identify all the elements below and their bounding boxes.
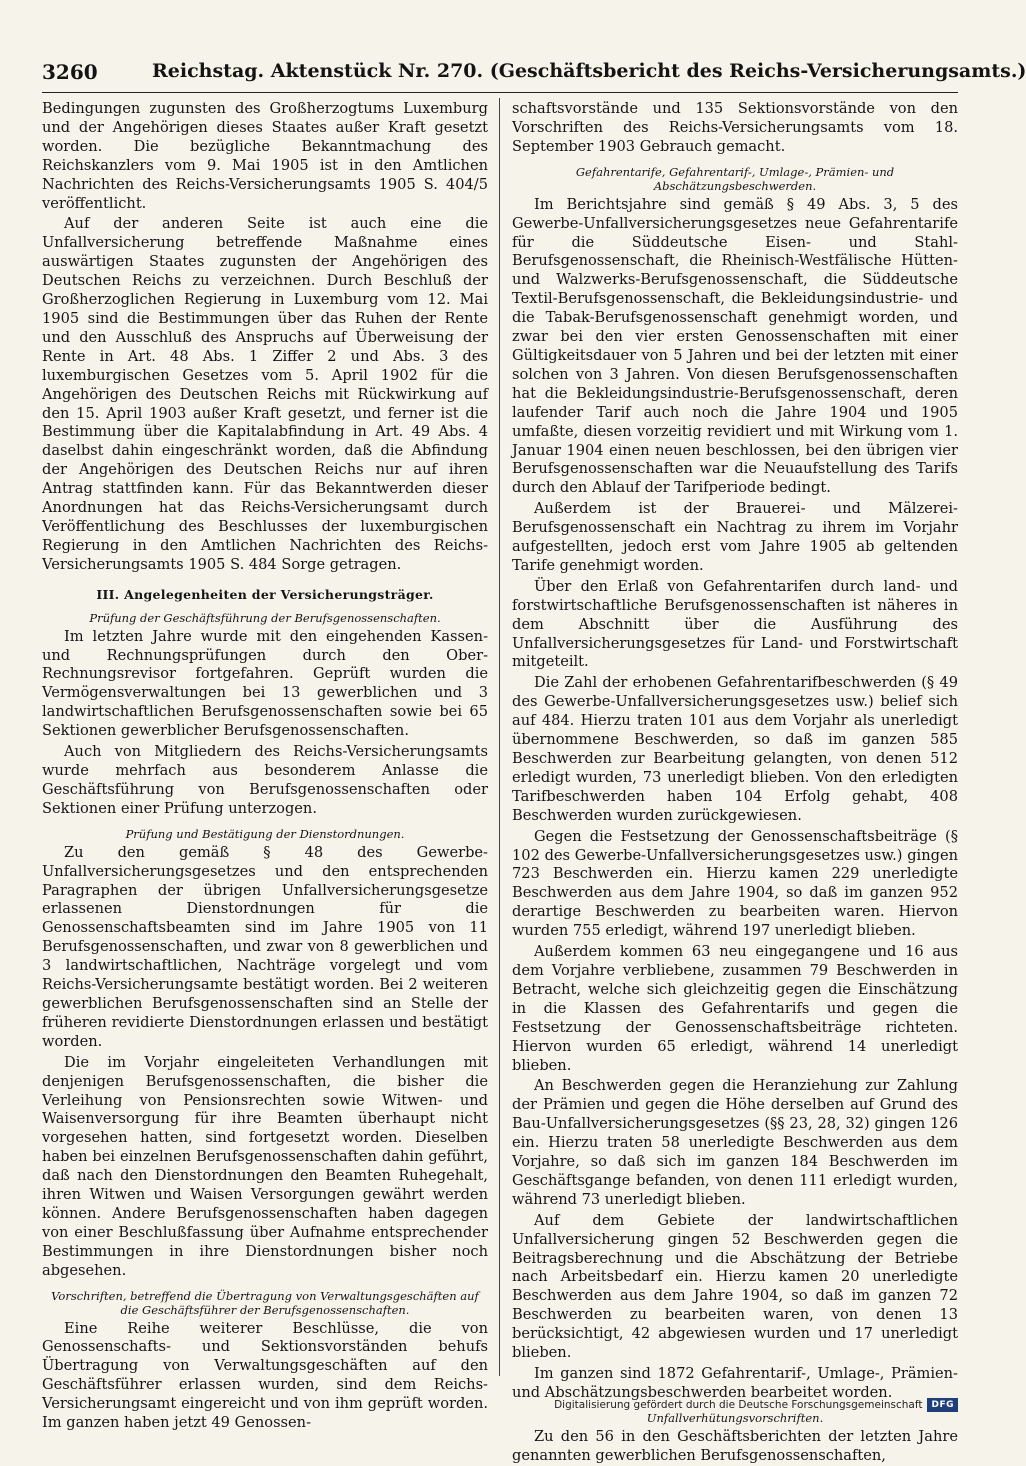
paragraph: Auf der anderen Seite ist auch eine die Unfallversicherung betreffende Maßnahme eines auswärtigen Staates zugunsten der Angehörigen des Deutschen Reichs zu verzeichnen. Durch Beschluß der Großherzoglichen Regierung in Luxemburg vom 12. Mai 1905 sind die Bestimmungen über das Ruhen der Rente und den Ausschluß des Anspruchs auf Überweisung der Rente in Art. 48 Abs. 1 Ziffer 2 und Abs. 3 des luxemburgischen Gesetzes vom 5. April 1902 für die Angehörigen des Deutschen Reichs mit Rückwirkung auf den 15. April 1903 außer Kraft gesetzt, und ferner ist die Bestimmung über die Kapitalabfindung in Art. 49 Abs. 4 daselbst dahin eingeschränkt worden, daß die Abfindung der Angehörigen des Deutschen Reichs nur auf ihren Antrag stattfinden kann. Für das Bekanntwerden dieser Anordnungen hat das Reichs-Versicherungsamt durch Veröffentlichung des Beschlusses der luxemburgischen Regierung in den Amtlichen Nachrichten des Reichs-Versicherungsamts 1905 S. 484 Sorge getragen.: [42, 215, 488, 573]
paragraph: Zu den 56 in den Geschäftsberichten der letzten Jahre genannten gewerblichen Berufsgenossenschaften,: [512, 1427, 958, 1464]
column-divider: [499, 98, 500, 1376]
credit-text: Digitalisierung gefördert durch die Deutsche Forschungsgemeinschaft: [554, 1399, 923, 1411]
paragraph: Im letzten Jahre wurde mit den eingehenden Kassen- und Rechnungsprüfungen durch den Ober-Rechnungsrevisor fortgefahren. Geprüft wurden die Vermögensverwaltungen bei 13 gewerblichen und 3 landwirtschaftlichen Berufsgenossenschaften sowie bei 65 Sektionen gewerblicher Berufsgenossenschaften.: [42, 627, 488, 740]
digitization-credit: [554, 1398, 958, 1412]
paragraph: An Beschwerden gegen die Heranziehung zur Zahlung der Prämien und gegen die Höhe derselben auf Grund des Bau-Unfallversicherungsgesetzes (§§ 23, 28, 32) gingen 126 ein. Hierzu traten 58 unerledigte Beschwerden aus dem Vorjahre, so daß sich im ganzen 184 Beschwerden im Geschäftsgange befanden, von denen 111 erledigt wurden, während 73 unerledigt blieben.: [512, 1077, 958, 1208]
paragraph: Die im Vorjahr eingeleiteten Verhandlungen mit denjenigen Berufsgenossenschaften, die bisher die Verleihung von Pensionsrechten sowie Witwen- und Waisenversorgung für ihre Beamten überhaupt nicht vorgesehen hatten, sind fortgesetzt worden. Dieselben haben bei einzelnen Berufsgenossenschaften dahin geführt, daß nach den Dienstordnungen den Beamten Ruhegehalt, ihren Witwen und Waisen Versorgungen gewährt werden können. Andere Berufsgenossenschaften haben dagegen von einer Beschlußfassung über Aufnahme entsprechender Bestimmungen in ihre Dienstordnungen bisher noch abgesehen.: [42, 1053, 488, 1279]
subsection-heading: Prüfung der Geschäftsführung der Berufsgenossenschaften.: [89, 610, 441, 625]
paragraph: Auf dem Gebiete der landwirtschaftlichen Unfallversicherung gingen 52 Beschwerden gegen die Beitragsberechnung und die Abschätzung der Betriebe nach Arbeitsbedarf ein. Hierzu kamen 20 unerledigte Beschwerden aus dem Jahre 1904, so daß im ganzen 72 Beschwerden zu bearbeiten waren, von denen 13 berücksichtigt, 42 abgewiesen wurden und 17 unerledigt blieben.: [512, 1211, 958, 1362]
paragraph: Über den Erlaß von Gefahrentarifen durch land- und forstwirtschaftliche Berufsgenossenschaften ist näheres in dem Abschnitt über die Ausführung des Unfallversicherungsgesetzes für Land- und Forstwirtschaft mitgeteilt.: [512, 577, 958, 671]
running-title: Reichstag. Aktenstück Nr. 270. (Geschäftsbericht des Reichs-Versicherungsamts.): [152, 60, 1026, 82]
paragraph: Gegen die Festsetzung der Genossenschaftsbeiträge (§ 102 des Gewerbe-Unfallversicherungsgesetzes usw.) gingen 723 Beschwerden ein. Hierzu kamen 229 unerledigte Beschwerden aus dem Jahre 1904, so daß im ganzen 952 derartige Beschwerden zu bearbeiten waren. Hiervon wurden 755 erledigt, während 197 unerledigt blieben.: [512, 827, 958, 940]
left-column: [42, 100, 488, 1432]
paragraph: Im Berichtsjahre sind gemäß § 49 Abs. 3, 5 des Gewerbe-Unfallversicherungsgesetzes neue Gefahrentarife für die Süddeutsche Eisen- und Stahl-Berufsgenossenschaft, die Rheinisch-Westfälische Hütten- und Walzwerks-Berufsgenossenschaft, die Süddeutsche Textil-Berufsgenossenschaft, die Bekleidungsindustrie- und die Tabak-Berufsgenossenschaft genehmigt worden, und zwar bei den vier ersten Genossenschaften mit einer Gültigkeitsdauer von 5 Jahren und bei der letzten mit einer solchen von 3 Jahren. Von diesen Berufsgenossenschaften hat die Bekleidungsindustrie-Berufsgenossenschaft, deren laufender Tarif auch noch die Jahre 1904 und 1905 umfaßte, diesen vorzeitig revidiert und mit Wirkung vom 1. Januar 1904 einen neuen beschlossen, bei den übrigen vier Berufsgenossenschaften war die Neuaufstellung des Tarifs durch den Ablauf der Tarifperiode bedingt.: [512, 195, 958, 497]
subsection-heading: Unfallverhütungsvorschriften.: [646, 1410, 824, 1425]
header-rule: [42, 92, 958, 93]
paragraph: schaftsvorstände und 135 Sektionsvorstände von den Vorschriften des Reichs-Versicherungsamts vom 18. September 1903 Gebrauch gemacht.: [512, 100, 958, 155]
subsection-heading: Gefahrentarife, Gefahrentarif-, Umlage-, Prämien- und Abschätzungsbeschwerden.: [575, 164, 895, 193]
dfg-logo: DFG: [927, 1398, 958, 1412]
paragraph: Zu den gemäß § 48 des Gewerbe-Unfallversicherungsgesetzes und den entsprechenden Paragraphen der übrigen Unfallversicherungsgesetze erlassenen Dienstordnungen für die Genossenschaftsbeamten sind im Jahre 1905 von 11 Berufsgenossenschaften, und zwar von 8 gewerblichen und 3 landwirtschaftlichen, Nachträge vorgelegt und vom Reichs-Versicherungsamte bestätigt worden. Bei 2 weiteren gewerblichen Berufsgenossenschaften sind an Stelle der früheren revidierte Dienstordnungen erlassen und bestätigt worden.: [42, 843, 488, 1050]
paragraph: Außerdem kommen 63 neu eingegangene und 16 aus dem Vorjahre verbliebene, zusammen 79 Beschwerden in Betracht, welche sich gleichzeitig gegen die Einschätzung in die Klassen des Gefahrentarifs und gegen die Festsetzung der Genossenschaftsbeiträge richteten. Hiervon wurden 65 erledigt, während 14 unerledigt blieben.: [512, 943, 958, 1074]
paragraph: Auch von Mitgliedern des Reichs-Versicherungsamts wurde mehrfach aus besonderem Anlasse die Geschäftsführung von Berufsgenossenschaften oder Sektionen einer Prüfung unterzogen.: [42, 743, 488, 817]
subsection-heading: Prüfung und Bestätigung der Dienstordnungen.: [125, 826, 405, 841]
page-number: 3260: [42, 60, 98, 84]
paragraph: Im ganzen sind 1872 Gefahrentarif-, Umlage-, Prämien- und Abschätzungsbeschwerden bearbeitet worden.: [512, 1365, 958, 1401]
section-heading: III. Angelegenheiten der Versicherungsträger.: [96, 586, 434, 602]
page-header: [42, 58, 1026, 90]
paragraph: Eine Reihe weiterer Beschlüsse, die von Genossenschafts- und Sektionsvorständen behufs Übertragung von Verwaltungsgeschäften auf den Geschäftsführer erlassen wurden, sind dem Reichs-Versicherungsamt eingereicht und von ihm geprüft worden. Im ganzen haben jetzt 49 Genossen-: [42, 1319, 488, 1432]
subsection-heading: Vorschriften, betreffend die Übertragung von Verwaltungsgeschäften auf die Geschäftsführer der Berufsgenossenschaften.: [51, 1288, 479, 1317]
paragraph: Bedingungen zugunsten des Großherzogtums Luxemburg und der Angehörigen dieses Staates außer Kraft gesetzt worden. Die bezügliche Bekanntmachung des Reichskanzlers vom 9. Mai 1905 ist in den Amtlichen Nachrichten des Reichs-Versicherungsamts 1905 S. 404/5 veröffentlicht.: [42, 100, 488, 212]
paragraph: Die Zahl der erhobenen Gefahrentarifbeschwerden (§ 49 des Gewerbe-Unfallversicherungsgesetzes usw.) belief sich auf 484. Hierzu traten 101 aus dem Vorjahr als unerledigt übernommene Beschwerden, so daß im ganzen 585 Beschwerden zur Bearbeitung gelangten, von denen 512 erledigt wurden, 73 unerledigt blieben. Von den erledigten Tarifbeschwerden haben 104 Erfolg gehabt, 408 Beschwerden wurden zurückgewiesen.: [512, 674, 958, 824]
paragraph: Außerdem ist der Brauerei- und Mälzerei-Berufsgenossenschaft ein Nachtrag zu ihrem im Vorjahr aufgestellten, jedoch erst vom Jahre 1905 ab geltenden Tarife genehmigt worden.: [512, 500, 958, 574]
